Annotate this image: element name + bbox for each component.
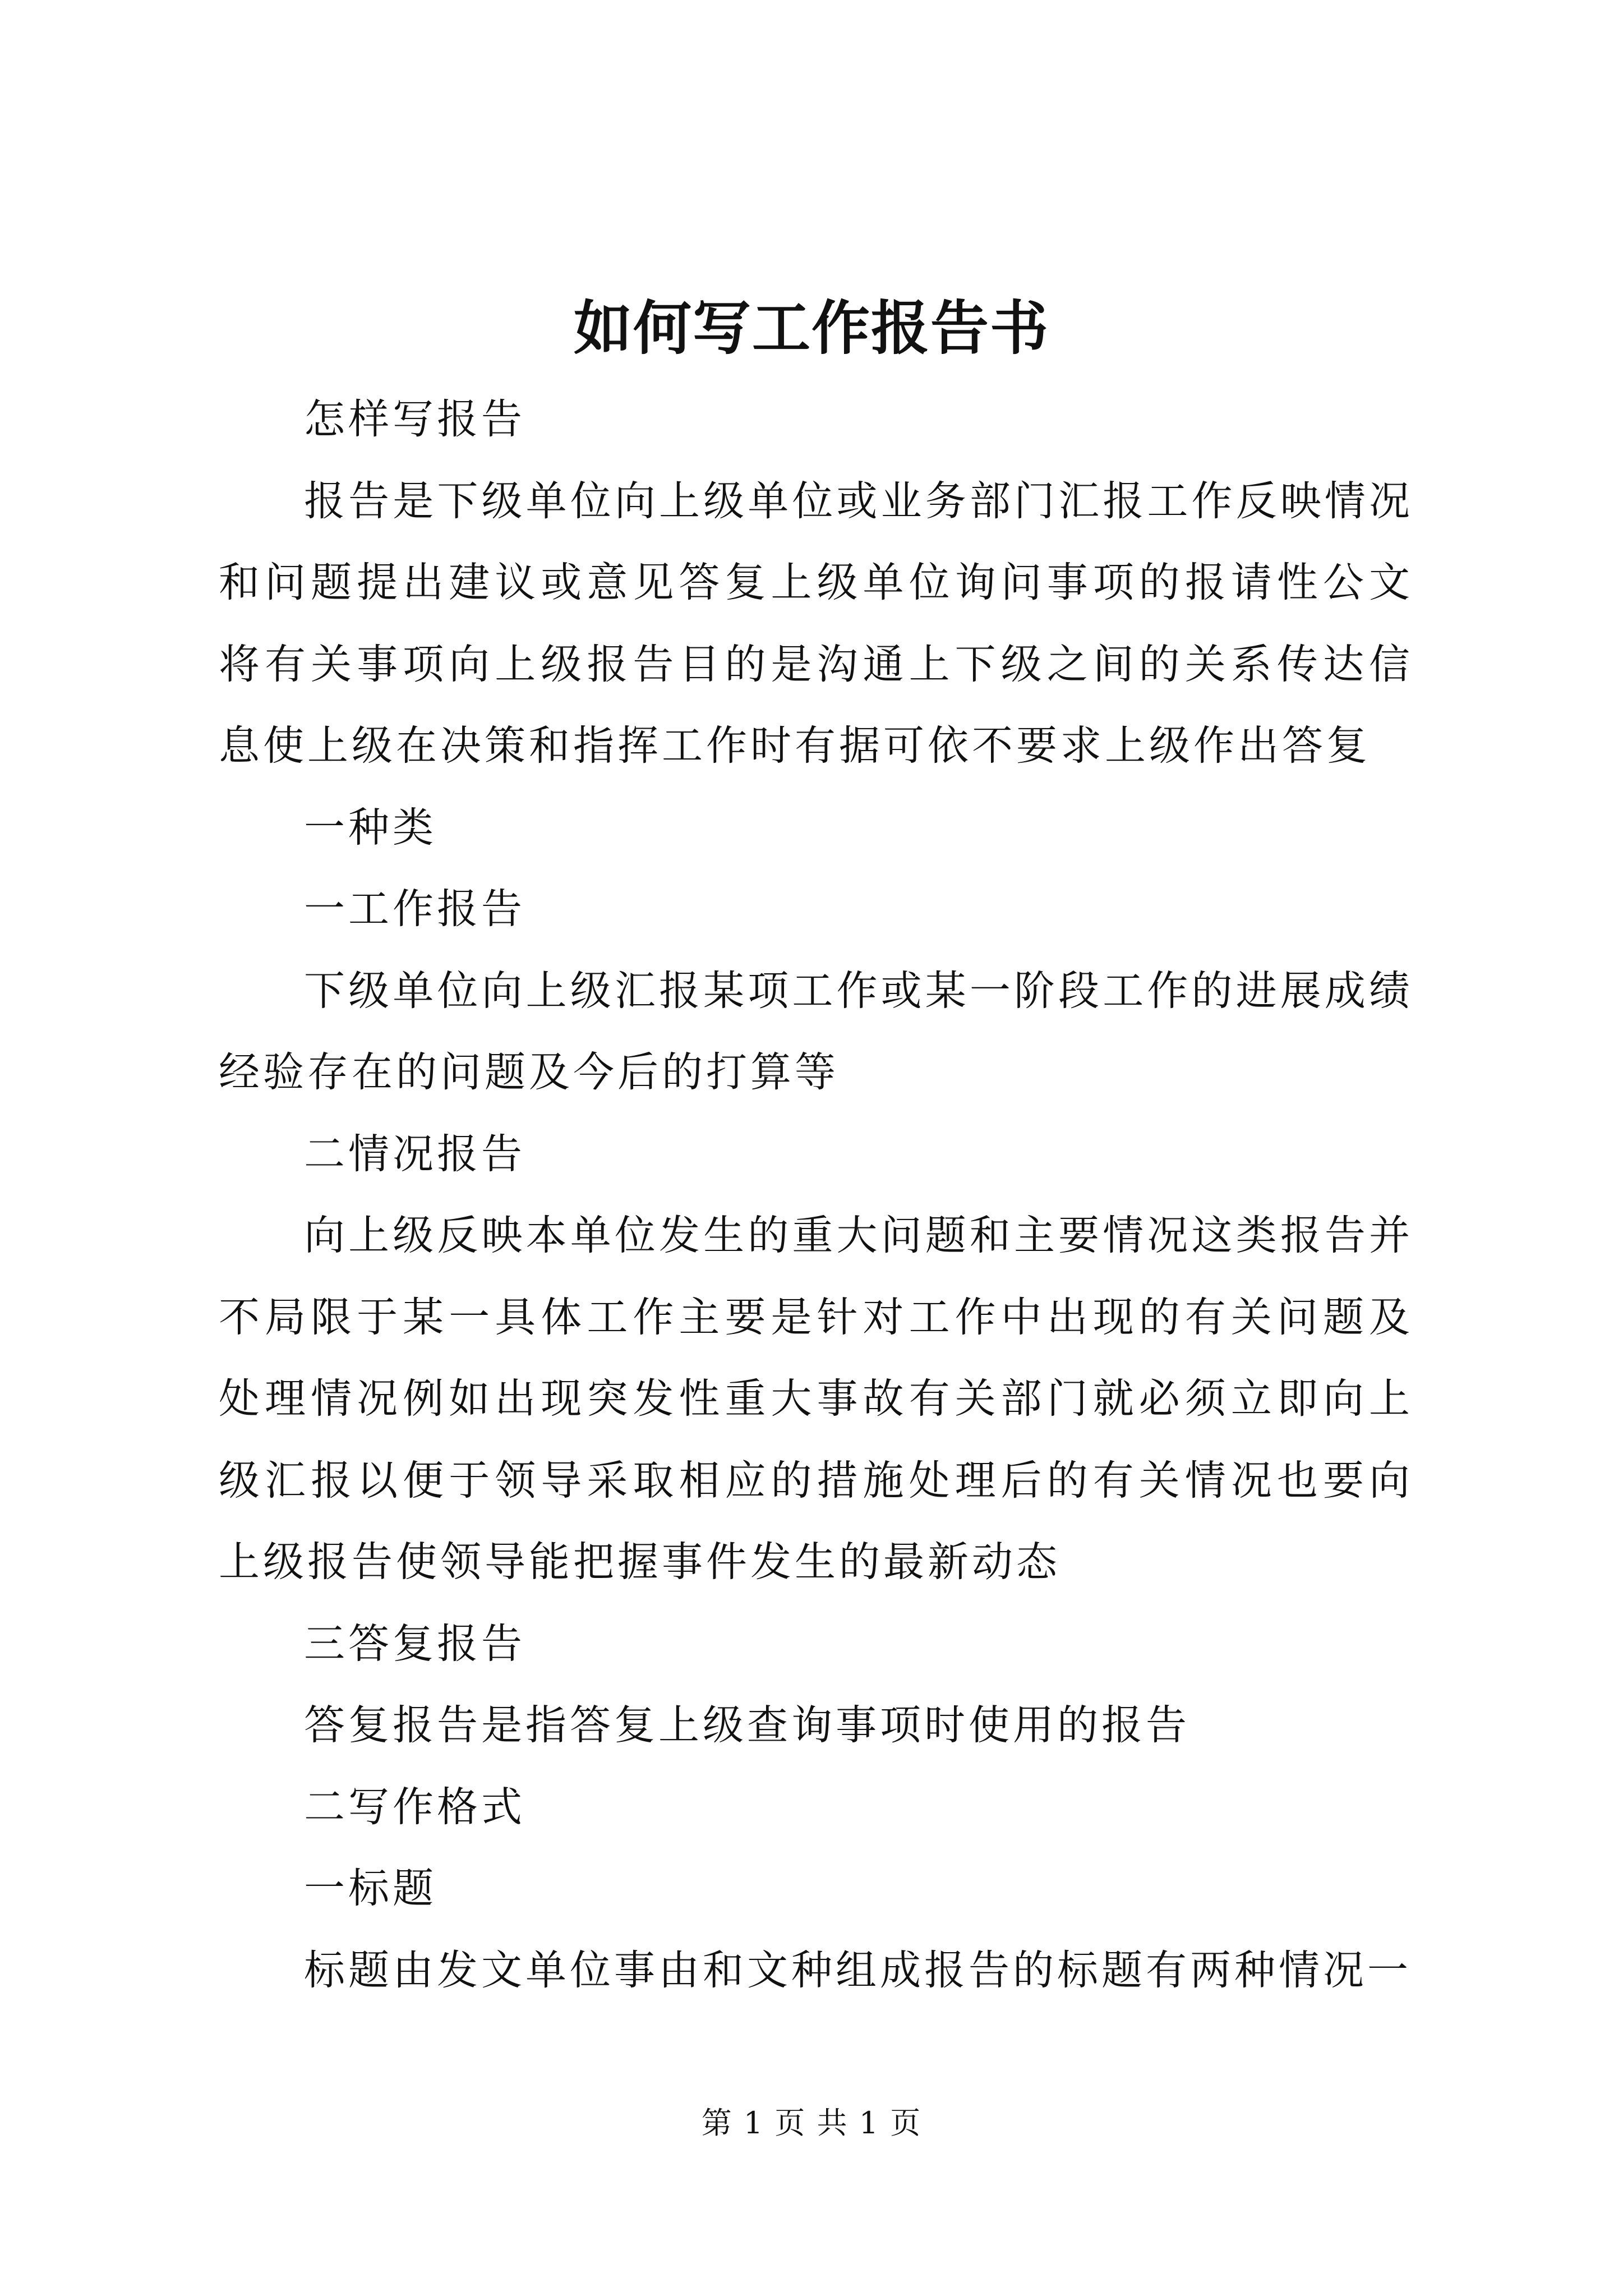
heading-reply-report: 三答复报告 (304, 1619, 525, 1668)
heading-writing-format: 二写作格式 (304, 1783, 525, 1831)
document-title: 如何写工作报告书 (573, 293, 1049, 362)
heading-title-section: 一标题 (304, 1865, 437, 1912)
heading-work-report: 一工作报告 (304, 885, 525, 933)
document-body (219, 379, 1413, 2011)
paragraph-situation-report: 向上级反映本单位发生的重大问题和主要情况这类报告并不局限于某一具体工作主要是针对工作中出现的有关问题及处理情况例如出现突发性重大事故有关部门就必须立即向上级汇报以便于领导采取相应的措施处理后的有关情况也要向上级报告使领导能把握事件发生的最新动态 (219, 1212, 1413, 1586)
heading-types: 一种类 (304, 803, 437, 852)
paragraph-title-section: 标题由发文单位事由和文种组成报告的标题有两种情况一 (304, 1946, 1412, 1994)
paragraph-definition: 报告是下级单位向上级单位或业务部门汇报工作反映情况和问题提出建议或意见答复上级单位询问事项的报请性公文将有关事项向上级报告目的是沟通上下级之间的关系传达信息使上级在决策和指挥工作时有据可依不要求上级作出答复 (219, 477, 1413, 770)
paragraph-work-report: 下级单位向上级汇报某项工作或某一阶段工作的进展成绩经验存在的问题及今后的打算等 (219, 967, 1413, 1096)
paragraph-how-to-write: 怎样写报告 (304, 395, 525, 443)
page-number-footer: 第 1 页 共 1 页 (701, 2105, 922, 2141)
heading-situation-report: 二情况报告 (304, 1130, 525, 1178)
paragraph-reply-report: 答复报告是指答复上级查询事项时使用的报告 (304, 1701, 1190, 1749)
